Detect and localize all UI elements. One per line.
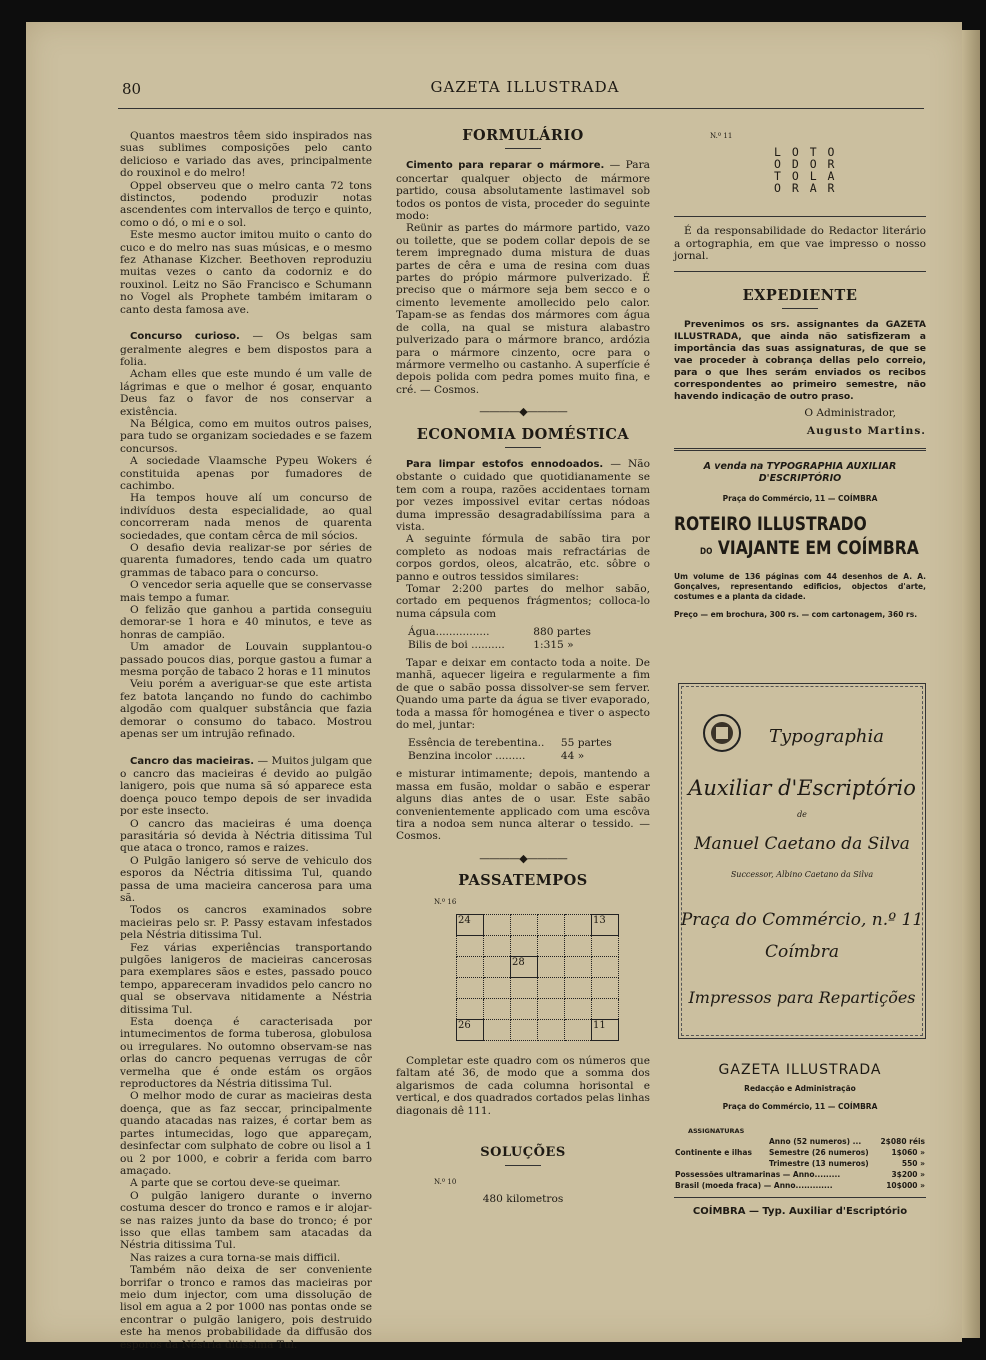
roteiro-description: Um volume de 136 páginas com 44 desenhos de A. A. Gonçalves, representando edificios, objectos d'arte, costumes e a planta da cidade.	[674, 571, 926, 601]
section-rule	[505, 447, 541, 448]
roteiro-price: Preço — em brochura, 300 rs. — com cartonagem, 360 rs.	[674, 609, 918, 619]
paragraph: A parte que se cortou deve-se queimar.	[130, 1177, 341, 1190]
section-title-passatempos: PASSATEMPOS	[458, 872, 588, 890]
section-rule	[505, 1165, 541, 1166]
paragraph: O vencedor seria aquelle que se conservasse mais tempo a fumar.	[120, 579, 372, 604]
paragraph: Reünir as partes do mármore partido, vazo ou toilette, que se podem collar depois de se terem impregnado duma mistura de duas partes de cêra e uma de resina com duas partes do própio mármore pulverizado. É preciso que o mármore seja bem secco e o cimento levemente amollecido pelo calor. Tapam-se as fendas dos mármores com água de colla, na qual se mistura alabastro pulverizado para o mármore branco, ardózia para o mármore cinzento, ocre para o mármore vermelho ou castanho. A superfície é depois polida com pedra pomes muito fina, e cré. — Cosmos.	[396, 222, 650, 396]
section-title-solucoes: SOLUÇÕES	[480, 1144, 566, 1160]
article-title: Cancro das macieiras.	[130, 755, 255, 767]
section-title-expediente: EXPEDIENTE	[742, 286, 858, 304]
paragraph: O cancro das macieiras é uma doença parasitária só devida à Néctria ditissima Tul que ataca o tronco, ramos e raizes.	[120, 817, 372, 855]
loto-number: N.º 11	[710, 132, 733, 140]
roteiro-title-1: ROTEIRO ILLUSTRADO	[674, 512, 867, 535]
section-rule	[505, 148, 541, 149]
paragraph: O felizão que ganhou a partida conseguiu demorar-se 1 hora e 40 minutos, e teve as honras de campião.	[120, 604, 372, 641]
solution-text: 480 kilometros	[482, 1192, 564, 1205]
paragraph: O Pulgão lanigero só serve de vehiculo dos esporos da Néctria ditissima Tul, quando passa de uma macieira cancerosa para uma sã.	[120, 854, 372, 904]
paragraph: Acham elles que este mundo é um valle de lágrimas e que o melhor é gosar, enquanto Deus faz o favor de nos conservar a existência.	[120, 368, 372, 418]
column-3	[674, 130, 926, 620]
gazeta-title: GAZETA ILLUSTRADA	[718, 1062, 882, 1078]
paragraph: Tomar 2:200 partes do melhor sabão, cortado em pequenos frágmentos; colloca-lo numa cápsula com	[396, 583, 650, 620]
paragraph: Nas raizes a cura torna-se mais difficil.	[130, 1251, 341, 1264]
ad-address: Praça do Commércio, n.º 11	[680, 910, 924, 930]
paragraph: Um amador de Louvain supplantou-o passado poucos dias, porque gastou a fumar a mesma porção de tabaco 2 horas e 11 minutos	[120, 641, 372, 679]
rule	[674, 216, 926, 217]
assignaturas-title: ASSIGNATURAS	[688, 1127, 745, 1136]
article-title: Concurso curioso.	[130, 331, 240, 343]
ad-city: Coímbra	[765, 942, 839, 962]
paragraph: A seguinte fórmula de sabão tira por completo as nodoas mais refractárias de corpos gordos, oleos, alcatrão, etc. sôbre o panno e outros tessidos similares:	[396, 533, 650, 583]
page-edge	[962, 30, 980, 1338]
subscription-block	[674, 1064, 926, 1219]
paragraph: A sociedade Vlaamsche Pypeu Wokers é constituida apenas por fumadores de cachimbo.	[120, 455, 372, 492]
printer-footer: COÍMBRA — Typ. Auxiliar d'Escriptório	[692, 1206, 908, 1218]
paragraph: Oppel observeu que o melro canta 72 tons distinctos, podendo produzir notas ascendentes com intervallos de terço e quinto, como o dó, o mi e o sol.	[120, 179, 372, 229]
roteiro-title-2: DO VIAJANTE EM COÍMBRA	[700, 536, 919, 559]
article-concurso: Concurso curioso. — Os belgas sam geralmente alegres e bem dispostos para a folia.	[120, 330, 372, 368]
responsibility-note: É da responsabilidade do Redactor literário a ortographia, em que vae impresso o nosso jornal.	[674, 225, 926, 263]
paragraph: Fez várias experiências transportando pulgões lanigeros de macieiras cancerosas para exemplares sãos e estes, passado pouco tempo, appareceram invadidos pelo cancro no qual se observava nitidamente a Néstria ditissima Tul.	[120, 941, 372, 1016]
puzzle-number: N.º 16	[434, 897, 457, 906]
admin-name: Augusto Martins.	[806, 425, 926, 438]
paragraph: Na Bélgica, como em muitos outros paises, para tudo se organizam sociedades e se fazem concursos.	[120, 417, 372, 455]
paragraph: Também não deixa de ser conveniente borrifar o tronco e ramos das macieiras por meio dum injector, com uma dissolução de lisol em agua a 2 por 1000 nas pontas onde se encontrar o pulgão lanigero, pois destruido este ha menos probabilidade da diffusão dos esporos da Néstria ditissima Tul.	[120, 1264, 372, 1351]
article-estofos: Para limpar estofos ennodoados. — Não obstante o cuidado que quotidianamente se tem com a roupa, razões accidentaes tornam por vezes impossivel evitar certas nódoas duma impressão desagradabilíssima para a vista.	[396, 457, 650, 533]
ad-business-name: Auxiliar d'Escriptório	[688, 776, 916, 800]
paragraph: O melhor modo de curar as macieiras desta doença, que as faz seccar, principalmente quando atacadas nas raizes, é cortar bem as partes intumecidas, logo que appareçam, desinfectar com sulphato de cobre ou lisol a 1 ou 2 por 1000, e cobrir a ferida com barro amaçado.	[120, 1090, 372, 1177]
paragraph: e misturar intimamente; depois, mantendo a massa em fusão, moldar o sabão e esperar alguns dias antes de o usar. Este sabão convenientemente applicado com uma escôva tira a nodoa sem nunca alterar o tessido. — Cosmos.	[396, 768, 650, 843]
venda-address: Praça do Commércio, 11 — COÍMBRA	[722, 493, 878, 503]
ornament-divider: ————◆————	[479, 405, 567, 419]
masthead: GAZETA ILLUSTRADA	[430, 78, 620, 96]
rule	[674, 271, 926, 272]
article-cancro: Cancro das macieiras. — Muitos julgam que o cancro das macieiras é devido ao pulgão lanigero, pois que numa sã só apparece esta doença pouco tempo depois de ser invadida por este insecto.	[120, 754, 372, 818]
article-title: Para limpar estofos ennodoados.	[406, 458, 604, 470]
column-1	[120, 130, 372, 1351]
emblem-icon	[701, 712, 743, 754]
venda-notice: A venda na TYPOGRAPHIA AUXILIAR D'ESCRIPTÓRIO	[703, 460, 897, 485]
word-square: L O T O O D O R T O L A O R A R	[774, 145, 837, 196]
article-title: Cimento para reparar o mármore.	[406, 160, 605, 172]
ad-owner: Manuel Caetano da Silva	[694, 834, 910, 854]
ad-tagline: Impressos para Repartições	[688, 988, 916, 1007]
ad-title: Typographia	[769, 726, 884, 747]
paragraph: Ha tempos houve alí um concurso de indivíduos desta especialidade, ao qual concorreram nada menos de quarenta sociedades, que contam cêrca de mil sócios.	[120, 492, 372, 542]
paragraph: O pulgão lanigero durante o inverno costuma descer do tronco e ramos e ir alojar-se nas raizes junto da base do tronco; é por isso que ellas tambem sam atacadas da Néstria ditissima Tul.	[120, 1189, 372, 1252]
solution-number: N.º 10	[434, 1178, 457, 1187]
admin-label: O Administrador,	[804, 407, 896, 420]
double-rule	[674, 448, 926, 451]
section-title-formulario: FORMULÁRIO	[462, 127, 584, 144]
ornament-divider: ————◆————	[479, 851, 567, 865]
page-number: 80	[122, 80, 142, 98]
recipe-table-2: Essência de terebentina.. 55 partes Benzina incolor ......... 44 »	[408, 737, 612, 762]
recipe-table-1: Água................ 880 partes Bilis de boi .......... 1:315 »	[408, 626, 591, 651]
paragraph: Veiu porém a averiguar-se que este artista fez batota lançando no fundo do cachimbo algodão com qualquer substância que fazia demorar o consumo do tabaco. Mostrou apenas ser um intrujão refinado.	[120, 678, 372, 741]
puzzle-text: Completar este quadro com os números que faltam até 36, de modo que a somma dos algarismos de cada columna horisontal e vertical, e dos quadrados cortados pelas linhas diagonais dê 111.	[396, 1054, 650, 1117]
expediente-text: Prevenimos os srs. assignantes da GAZETA ILLUSTRADA, que ainda não satisfizeram a importância das suas assignaturas, de que se vae proceder à cobrança dellas pelo correio, para o que lhes serám enviados os recibos correspondentes ao primeiro semestre, não havendo indicação de outro praso.	[674, 319, 926, 403]
paragraph: Quantos maestros têem sido inspirados nas suas sublimes composições pelo canto delicioso e variado das aves, principalmente do rouxinol e do melro!	[120, 130, 372, 180]
paragraph: Esta doença é caracterisada por intumecimentos de forma tuberosa, globulosa ou irregulares. No outomno observam-se nas orlas do cancro pequenas verrugas de côr vermelha que é onde estám os orgãos reproductores da Néstria ditissima Tul.	[120, 1016, 372, 1091]
gazeta-address: Praça do Commércio, 11 — COÍMBRA	[722, 1102, 878, 1112]
paragraph: Tapar e deixar em contacto toda a noite. De manhã, aquecer ligeira e regularmente a fim de que o sabão possa dissolver-se sem ferver. Quando uma parte da água se tiver evaporado, toda a massa fôr homogénea e tiver o aspecto do mel, juntar:	[396, 657, 650, 732]
paragraph: Todos os cancros examinados sobre macieiras pelo sr. P. Passy estavam infestados pela Néstria ditissima Tul.	[120, 904, 372, 942]
rule	[674, 1197, 926, 1198]
header-rule	[118, 108, 924, 109]
article-cimento: Cimento para reparar o mármore. — Para concertar qualquer objecto de mármore partido, cousa absolutamente lastimavel sob todos os pontos de vista, proceder do seguinte modo:	[396, 159, 650, 223]
paragraph: Este mesmo auctor imitou muito o canto do cuco e do melro nas suas músicas, e o mesmo fez Athanase Kizcher. Beethoven reproduziu muitas vezes o canto da codorniz e do rouxinol. Leitz no São Francisco e Schumann no Vogel als Prophete também imitaram o canto desta famosa ave.	[120, 229, 372, 316]
gazeta-subtitle: Redacção e Administração	[744, 1084, 856, 1094]
subscription-table: Continente e ilhas Anno (52 numeros) ... 2$080 réis Semestre (26 numeros) 1$060 » Trimestre (13 numeros) 550 » Possessões ultramarinas — Anno......... 3$200 » Brasil (moeda fraca) — Anno............. 10$000 »	[675, 1137, 925, 1191]
ad-successor: Successor, Albino Caetano da Silva	[730, 870, 874, 879]
paragraph: O desafio devia realizar-se por séries de quarenta fumadores, tendo cada um quatro grammas de tabaco para o concurso.	[120, 542, 372, 579]
column-2	[396, 127, 650, 1205]
section-title-economia: ECONOMIA DOMÉSTICA	[416, 425, 630, 443]
typography-advertisement: Typographia Auxiliar d'Escriptório de Manuel Caetano da Silva Successor, Albino Caetano da Silva Praça do Commércio, n.º 11 Coímbra Impressos para Repartições	[678, 683, 926, 1039]
section-rule	[782, 308, 818, 309]
magic-square-grid: 24 13 28 26 11	[456, 914, 619, 1041]
